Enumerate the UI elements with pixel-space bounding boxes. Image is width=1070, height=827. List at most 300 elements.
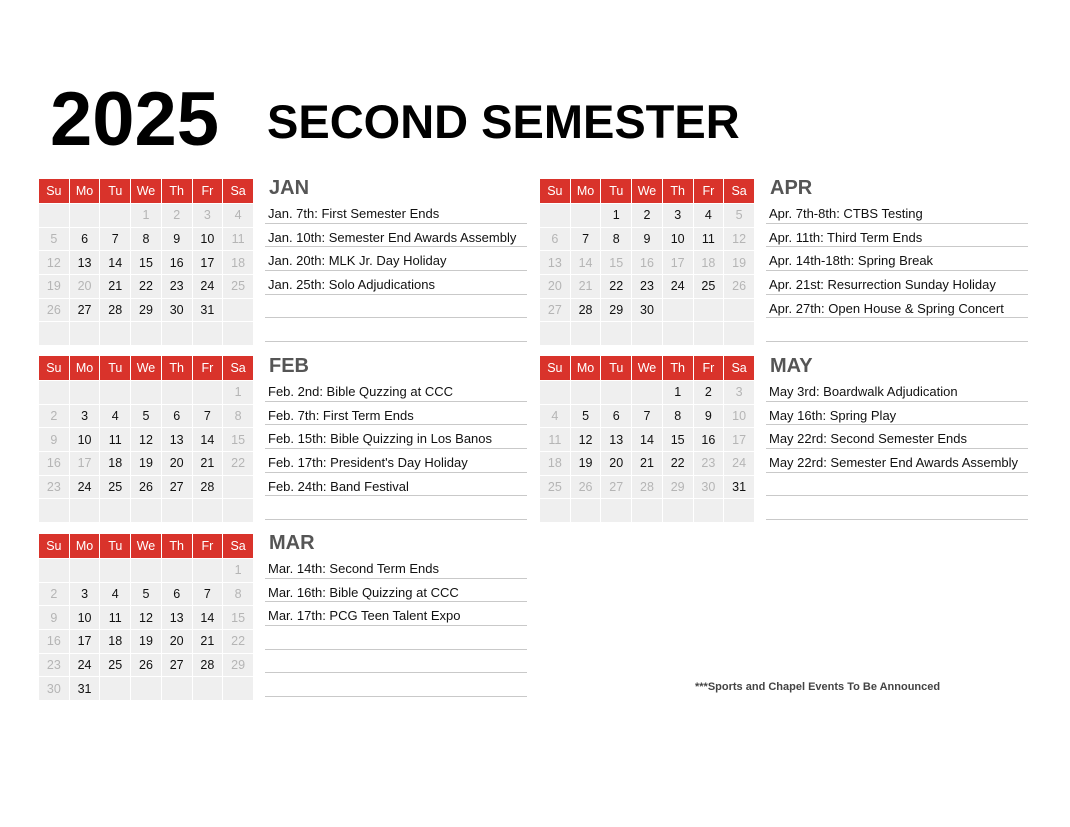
- day-cell: 12: [39, 250, 69, 274]
- month-name: MAR: [269, 532, 315, 554]
- day-cell: [131, 380, 161, 404]
- calendar-feb: [39, 356, 255, 522]
- day-cell: [601, 380, 631, 404]
- event-line: [265, 295, 527, 319]
- day-cell: 3: [193, 203, 223, 227]
- weekday-header: We: [131, 179, 161, 203]
- event-line: [766, 318, 1028, 342]
- day-cell: 10: [663, 227, 693, 251]
- day-cell: 1: [223, 558, 253, 582]
- week-row: [39, 582, 253, 606]
- event-line: May 3rd: Boardwalk Adjudication: [766, 378, 1028, 402]
- event-line: Feb. 2nd: Bible Quzzing at CCC: [265, 378, 527, 402]
- day-cell: 6: [601, 404, 631, 428]
- day-cell: 6: [162, 404, 192, 428]
- year-heading: 2025: [50, 77, 220, 162]
- day-cell: [632, 321, 662, 345]
- week-row: [540, 227, 754, 251]
- day-cell: [663, 321, 693, 345]
- day-cell: 5: [724, 203, 754, 227]
- day-cell: 29: [663, 475, 693, 499]
- day-cell: 3: [70, 404, 100, 428]
- day-cell: 19: [131, 451, 161, 475]
- day-cell: 2: [632, 203, 662, 227]
- day-cell: 6: [162, 582, 192, 606]
- day-cell: [223, 475, 253, 499]
- weekday-header: Mo: [70, 356, 100, 380]
- weekday-header: Mo: [70, 534, 100, 558]
- day-cell: 14: [571, 250, 601, 274]
- day-cell: 28: [193, 475, 223, 499]
- event-line: [265, 318, 527, 342]
- day-cell: [70, 498, 100, 522]
- day-cell: 23: [694, 451, 724, 475]
- event-line: May 16th: Spring Play: [766, 402, 1028, 426]
- day-cell: 16: [162, 250, 192, 274]
- day-cell: 1: [131, 203, 161, 227]
- day-cell: 27: [162, 653, 192, 677]
- day-cell: 2: [39, 404, 69, 428]
- weekday-header: Th: [663, 356, 693, 380]
- weekday-header: Sa: [223, 534, 253, 558]
- day-cell: 24: [70, 653, 100, 677]
- week-row: [39, 558, 253, 582]
- day-cell: 14: [193, 427, 223, 451]
- day-cell: 30: [162, 298, 192, 322]
- day-cell: 18: [694, 250, 724, 274]
- day-cell: [39, 380, 69, 404]
- day-cell: 5: [131, 582, 161, 606]
- weekday-header: Mo: [571, 179, 601, 203]
- weekday-header: Mo: [571, 356, 601, 380]
- day-cell: 13: [601, 427, 631, 451]
- day-cell: [540, 321, 570, 345]
- event-line: Apr. 11th: Third Term Ends: [766, 224, 1028, 248]
- day-cell: 11: [100, 605, 130, 629]
- day-cell: 5: [131, 404, 161, 428]
- day-cell: 9: [632, 227, 662, 251]
- day-cell: [131, 676, 161, 700]
- week-row: [39, 227, 253, 251]
- event-line: Apr. 7th-8th: CTBS Testing: [766, 200, 1028, 224]
- week-row: [39, 427, 253, 451]
- weekday-header: Sa: [223, 179, 253, 203]
- day-cell: 29: [131, 298, 161, 322]
- week-row: [39, 404, 253, 428]
- day-cell: 26: [571, 475, 601, 499]
- day-cell: 17: [70, 629, 100, 653]
- event-line: Jan. 10th: Semester End Awards Assembly: [265, 224, 527, 248]
- day-cell: 25: [100, 653, 130, 677]
- day-cell: [193, 676, 223, 700]
- week-row: [540, 427, 754, 451]
- day-cell: [632, 380, 662, 404]
- day-cell: [632, 498, 662, 522]
- day-cell: 7: [632, 404, 662, 428]
- day-cell: 7: [571, 227, 601, 251]
- day-cell: 18: [100, 451, 130, 475]
- week-row: [540, 404, 754, 428]
- day-cell: 16: [694, 427, 724, 451]
- day-cell: 23: [632, 274, 662, 298]
- week-row: [39, 298, 253, 322]
- month-name: MAY: [770, 355, 813, 377]
- day-cell: 14: [632, 427, 662, 451]
- day-cell: 6: [70, 227, 100, 251]
- day-cell: 3: [663, 203, 693, 227]
- day-cell: 23: [39, 475, 69, 499]
- day-cell: 13: [162, 605, 192, 629]
- day-cell: 26: [39, 298, 69, 322]
- weekday-header: Mo: [70, 179, 100, 203]
- day-cell: 10: [724, 404, 754, 428]
- day-cell: 11: [223, 227, 253, 251]
- day-cell: 15: [223, 427, 253, 451]
- day-cell: 30: [694, 475, 724, 499]
- events-feb: [265, 355, 527, 520]
- day-cell: 16: [39, 451, 69, 475]
- event-line: [265, 673, 527, 697]
- week-row: [540, 298, 754, 322]
- day-cell: 3: [70, 582, 100, 606]
- weekday-header: We: [632, 356, 662, 380]
- day-cell: 13: [540, 250, 570, 274]
- events-mar: [265, 532, 527, 697]
- day-cell: 16: [632, 250, 662, 274]
- day-cell: [724, 298, 754, 322]
- day-cell: 17: [724, 427, 754, 451]
- day-cell: [540, 380, 570, 404]
- month-name: JAN: [269, 177, 310, 199]
- month-grid: [38, 179, 254, 345]
- day-cell: 1: [601, 203, 631, 227]
- day-cell: 28: [571, 298, 601, 322]
- week-row: [540, 475, 754, 499]
- month-grid: [539, 356, 755, 522]
- week-row: [39, 605, 253, 629]
- event-line: [766, 473, 1028, 497]
- day-cell: 22: [663, 451, 693, 475]
- day-cell: 21: [571, 274, 601, 298]
- day-cell: 12: [131, 427, 161, 451]
- day-cell: [131, 321, 161, 345]
- day-cell: 29: [601, 298, 631, 322]
- day-cell: 18: [100, 629, 130, 653]
- day-cell: [223, 298, 253, 322]
- day-cell: 24: [70, 475, 100, 499]
- day-cell: [100, 203, 130, 227]
- week-row: [39, 250, 253, 274]
- day-cell: 15: [223, 605, 253, 629]
- day-cell: [724, 498, 754, 522]
- day-cell: 15: [663, 427, 693, 451]
- week-row: [540, 321, 754, 345]
- day-cell: 10: [70, 427, 100, 451]
- day-cell: [571, 380, 601, 404]
- day-cell: 31: [724, 475, 754, 499]
- week-row: [39, 380, 253, 404]
- week-row: [39, 498, 253, 522]
- day-cell: 1: [223, 380, 253, 404]
- day-cell: 7: [193, 582, 223, 606]
- calendar-mar: [39, 534, 255, 700]
- day-cell: [70, 203, 100, 227]
- day-cell: 9: [39, 605, 69, 629]
- day-cell: [70, 380, 100, 404]
- event-line: May 22rd: Second Semester Ends: [766, 425, 1028, 449]
- week-row: [39, 629, 253, 653]
- day-cell: 22: [131, 274, 161, 298]
- week-row: [39, 274, 253, 298]
- day-cell: 20: [162, 451, 192, 475]
- day-cell: 19: [571, 451, 601, 475]
- week-row: [540, 274, 754, 298]
- event-line: Jan. 25th: Solo Adjudications: [265, 271, 527, 295]
- day-cell: 7: [193, 404, 223, 428]
- day-cell: 20: [162, 629, 192, 653]
- weekday-header: Sa: [223, 356, 253, 380]
- weekday-header: Su: [540, 356, 570, 380]
- day-cell: 20: [540, 274, 570, 298]
- weekday-header: Tu: [100, 179, 130, 203]
- day-cell: 9: [694, 404, 724, 428]
- week-row: [540, 250, 754, 274]
- month-grid: [539, 179, 755, 345]
- day-cell: 19: [724, 250, 754, 274]
- weekday-header: Su: [39, 534, 69, 558]
- month-grid: [38, 534, 254, 700]
- day-cell: 11: [100, 427, 130, 451]
- day-cell: 2: [694, 380, 724, 404]
- day-cell: [39, 203, 69, 227]
- weekday-header: Fr: [193, 356, 223, 380]
- day-cell: [694, 498, 724, 522]
- event-line: [265, 650, 527, 674]
- weekday-header: Fr: [694, 356, 724, 380]
- day-cell: [131, 498, 161, 522]
- day-cell: [39, 498, 69, 522]
- day-cell: 8: [131, 227, 161, 251]
- week-row: [540, 203, 754, 227]
- day-cell: 20: [601, 451, 631, 475]
- day-cell: 4: [694, 203, 724, 227]
- day-cell: [100, 498, 130, 522]
- weekday-header: Sa: [724, 356, 754, 380]
- day-cell: [694, 298, 724, 322]
- event-line: [265, 626, 527, 650]
- day-cell: 20: [70, 274, 100, 298]
- day-cell: [100, 676, 130, 700]
- day-cell: 15: [131, 250, 161, 274]
- day-cell: 14: [193, 605, 223, 629]
- day-cell: 5: [571, 404, 601, 428]
- day-cell: 26: [724, 274, 754, 298]
- day-cell: [223, 498, 253, 522]
- day-cell: 4: [100, 404, 130, 428]
- day-cell: [100, 321, 130, 345]
- day-cell: 30: [632, 298, 662, 322]
- semester-title: SECOND SEMESTER: [267, 95, 740, 148]
- day-cell: 7: [100, 227, 130, 251]
- week-row: [39, 676, 253, 700]
- event-line: Feb. 7th: First Term Ends: [265, 402, 527, 426]
- day-cell: 8: [663, 404, 693, 428]
- day-cell: [571, 203, 601, 227]
- day-cell: 9: [162, 227, 192, 251]
- day-cell: [39, 321, 69, 345]
- day-cell: 12: [724, 227, 754, 251]
- day-cell: 23: [162, 274, 192, 298]
- day-cell: 12: [131, 605, 161, 629]
- day-cell: [100, 380, 130, 404]
- weekday-header: Fr: [193, 534, 223, 558]
- day-cell: [162, 380, 192, 404]
- week-row: [39, 321, 253, 345]
- day-cell: [193, 321, 223, 345]
- week-row: [39, 475, 253, 499]
- event-line: Jan. 7th: First Semester Ends: [265, 200, 527, 224]
- event-line: Feb. 17th: President's Day Holiday: [265, 449, 527, 473]
- weekday-header: Th: [663, 179, 693, 203]
- day-cell: 25: [223, 274, 253, 298]
- day-cell: 19: [39, 274, 69, 298]
- weekday-header: We: [632, 179, 662, 203]
- day-cell: 21: [100, 274, 130, 298]
- day-cell: 25: [694, 274, 724, 298]
- day-cell: 25: [100, 475, 130, 499]
- day-cell: 2: [39, 582, 69, 606]
- day-cell: [193, 498, 223, 522]
- day-cell: 30: [39, 676, 69, 700]
- month-name: APR: [770, 177, 813, 199]
- weekday-header: Th: [162, 179, 192, 203]
- day-cell: [571, 498, 601, 522]
- event-line: Apr. 14th-18th: Spring Break: [766, 247, 1028, 271]
- calendar-apr: [540, 179, 756, 345]
- event-line: Feb. 24th: Band Festival: [265, 473, 527, 497]
- day-cell: 13: [70, 250, 100, 274]
- day-cell: 28: [100, 298, 130, 322]
- day-cell: 18: [540, 451, 570, 475]
- events-may: [766, 355, 1028, 520]
- day-cell: 15: [601, 250, 631, 274]
- weekday-header: We: [131, 356, 161, 380]
- day-cell: 28: [193, 653, 223, 677]
- day-cell: [162, 558, 192, 582]
- events-apr: [766, 177, 1028, 342]
- calendar-jan: [39, 179, 255, 345]
- calendar-may: [540, 356, 756, 522]
- event-line: Apr. 21st: Resurrection Sunday Holiday: [766, 271, 1028, 295]
- day-cell: [223, 321, 253, 345]
- day-cell: [694, 321, 724, 345]
- day-cell: 17: [193, 250, 223, 274]
- day-cell: 1: [663, 380, 693, 404]
- weekday-header: We: [131, 534, 161, 558]
- event-line: Feb. 15th: Bible Quizzing in Los Banos: [265, 425, 527, 449]
- day-cell: 3: [724, 380, 754, 404]
- day-cell: 26: [131, 475, 161, 499]
- day-cell: [601, 498, 631, 522]
- day-cell: 21: [193, 629, 223, 653]
- weekday-header: Th: [162, 356, 192, 380]
- day-cell: [663, 298, 693, 322]
- day-cell: 9: [39, 427, 69, 451]
- day-cell: 24: [724, 451, 754, 475]
- day-cell: 16: [39, 629, 69, 653]
- day-cell: 19: [131, 629, 161, 653]
- day-cell: 27: [540, 298, 570, 322]
- day-cell: [571, 321, 601, 345]
- weekday-header: Su: [39, 356, 69, 380]
- day-cell: 6: [540, 227, 570, 251]
- day-cell: 11: [694, 227, 724, 251]
- day-cell: 10: [70, 605, 100, 629]
- weekday-header: Tu: [601, 356, 631, 380]
- day-cell: 11: [540, 427, 570, 451]
- week-row: [39, 451, 253, 475]
- day-cell: 10: [193, 227, 223, 251]
- day-cell: 24: [663, 274, 693, 298]
- event-line: Mar. 17th: PCG Teen Talent Expo: [265, 602, 527, 626]
- week-row: [39, 653, 253, 677]
- month-name: FEB: [269, 355, 309, 377]
- day-cell: 27: [70, 298, 100, 322]
- day-cell: [193, 380, 223, 404]
- day-cell: 26: [131, 653, 161, 677]
- day-cell: [601, 321, 631, 345]
- announcement-note: ***Sports and Chapel Events To Be Announced: [695, 681, 941, 693]
- day-cell: [162, 676, 192, 700]
- day-cell: 17: [663, 250, 693, 274]
- day-cell: 21: [632, 451, 662, 475]
- day-cell: 27: [162, 475, 192, 499]
- day-cell: 23: [39, 653, 69, 677]
- day-cell: 24: [193, 274, 223, 298]
- day-cell: 27: [601, 475, 631, 499]
- day-cell: 18: [223, 250, 253, 274]
- day-cell: [540, 203, 570, 227]
- weekday-header: Tu: [100, 356, 130, 380]
- day-cell: 8: [223, 582, 253, 606]
- day-cell: 2: [162, 203, 192, 227]
- day-cell: 8: [223, 404, 253, 428]
- day-cell: [663, 498, 693, 522]
- day-cell: 22: [223, 451, 253, 475]
- day-cell: 14: [100, 250, 130, 274]
- day-cell: 22: [223, 629, 253, 653]
- day-cell: 5: [39, 227, 69, 251]
- week-row: [39, 203, 253, 227]
- day-cell: 4: [100, 582, 130, 606]
- day-cell: 4: [223, 203, 253, 227]
- day-cell: [540, 498, 570, 522]
- day-cell: 28: [632, 475, 662, 499]
- weekday-header: Su: [39, 179, 69, 203]
- day-cell: [131, 558, 161, 582]
- weekday-header: Th: [162, 534, 192, 558]
- day-cell: [100, 558, 130, 582]
- week-row: [540, 380, 754, 404]
- event-line: [265, 496, 527, 520]
- day-cell: 25: [540, 475, 570, 499]
- weekday-header: Tu: [601, 179, 631, 203]
- day-cell: [70, 321, 100, 345]
- day-cell: 22: [601, 274, 631, 298]
- day-cell: 4: [540, 404, 570, 428]
- weekday-header: Sa: [724, 179, 754, 203]
- events-jan: [265, 177, 527, 342]
